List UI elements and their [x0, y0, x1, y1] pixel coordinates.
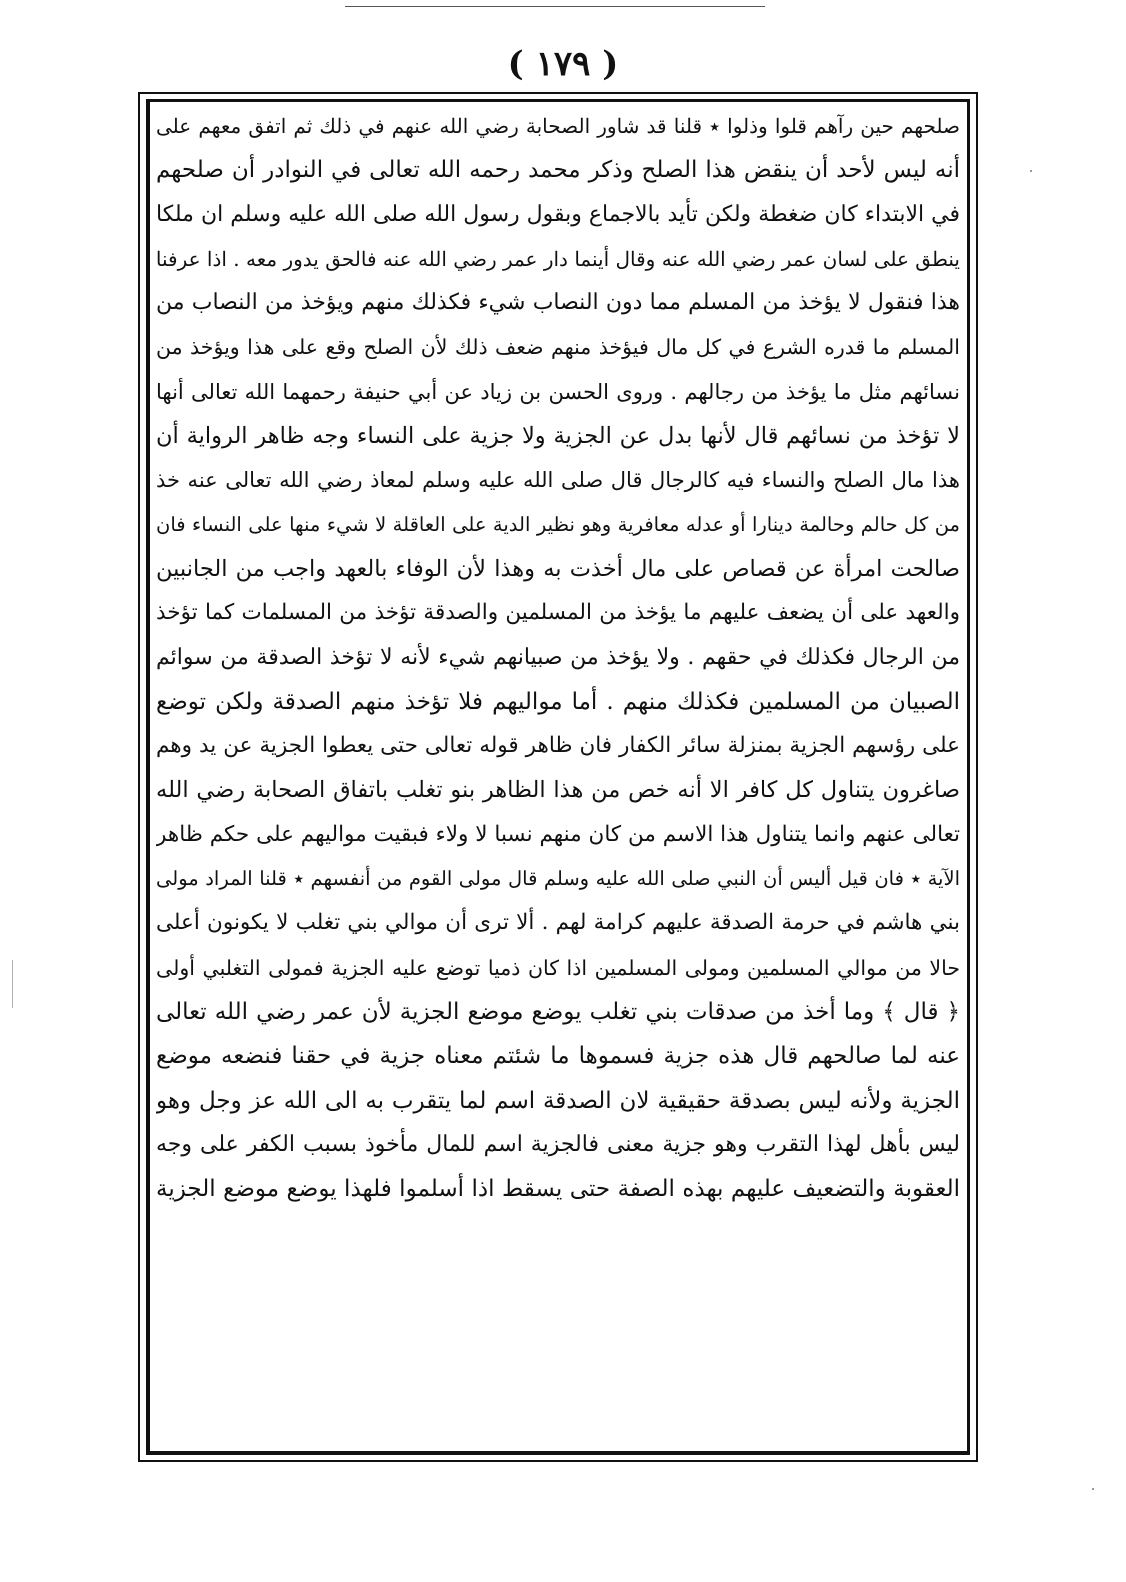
margin-mark	[12, 960, 13, 1008]
body-text	[156, 104, 960, 1444]
text-line: تعالى عنهم وانما يتناول هذا الاسم من كان منهم نسبا لا ولاء فبقيت مواليهم على حكم ظاهر	[156, 821, 960, 847]
text-line: حالا من موالي المسلمين ومولى المسلمين اذا كان ذميا توضع عليه الجزية فمولى التغلبي أولى	[156, 955, 960, 980]
text-line: المسلم ما قدره الشرع في كل مال فيؤخذ منهم ضعف ذلك لأن الصلح وقع على هذا ويؤخذ من	[156, 335, 960, 360]
text-line: على رؤسهم الجزية بمنزلة سائر الكفار فان ظاهر قوله تعالى حتى يعطوا الجزية عن يد وهم	[156, 733, 960, 759]
text-line: ينطق على لسان عمر رضي الله عنه وقال أينما دار عمر رضي الله عنه فالحق يدور معه . اذا عرفنا	[156, 246, 960, 271]
text-line: في الابتداء كان ضغطة ولكن تأيد بالاجماع وبقول رسول الله صلى الله عليه وسلم ان ملكا	[156, 201, 960, 227]
text-line: بني هاشم في حرمة الصدقة عليهم كرامة لهم . ألا ترى أن موالي بني تغلب لا يكونون أعلى	[156, 910, 960, 936]
text-line: هذا مال الصلح والنساء فيه كالرجال قال صلى الله عليه وسلم لمعاذ رضي الله تعالى عنه خذ	[156, 468, 960, 493]
top-rule	[345, 6, 765, 7]
page-number: ( ١٧٩ )	[507, 44, 619, 84]
text-line: من كل حالم وحالمة دينارا أو عدله معافرية وهو نظير الدية على العاقلة لا شيء منها على النساء فان	[156, 512, 960, 536]
text-line: صالحت امرأة عن قصاص على مال أخذت به وهذا لأن الوفاء بالعهد واجب من الجانبين	[156, 555, 960, 582]
text-line: الصبيان من المسلمين فكذلك منهم . أما مواليهم فلا تؤخذ منهم الصدقة ولكن توضع	[156, 688, 960, 715]
text-line: ﴿ قال ﴾ وما أخذ من صدقات بني تغلب يوضع موضع الجزية لأن عمر رضي الله تعالى	[156, 998, 960, 1025]
text-line: هذا فنقول لا يؤخذ من المسلم مما دون النصاب شيء فكذلك منهم ويؤخذ من النصاب من	[156, 290, 960, 316]
text-line: الجزية ولأنه ليس بصدقة حقيقية لان الصدقة اسم لما يتقرب به الى الله عز وجل وهو	[156, 1087, 960, 1114]
text-line: العقوبة والتضعيف عليهم بهذه الصفة حتى يسقط اذا أسلموا فلهذا يوضع موضع الجزية	[156, 1176, 960, 1203]
text-line: لا تؤخذ من نسائهم قال لأنها بدل عن الجزية ولا جزية على النساء وجه ظاهر الرواية أن	[156, 423, 960, 450]
text-line: نسائهم مثل ما يؤخذ من رجالهم . وروى الحسن بن زياد عن أبي حنيفة رحمهما الله تعالى أنها	[156, 379, 960, 404]
text-line: الآية ٭ فان قيل أليس أن النبي صلى الله عليه وسلم قال مولى القوم من أنفسهم ٭ قلنا المراد مولى	[156, 867, 960, 891]
margin-dot	[1092, 1488, 1094, 1490]
text-line: صلحهم حين رآهم قلوا وذلوا ٭ قلنا قد شاور الصحابة رضي الله عنهم في ذلك ثم اتفق معهم على	[156, 114, 960, 138]
text-line: صاغرون يتناول كل كافر الا أنه خص من هذا الظاهر بنو تغلب باتفاق الصحابة رضي الله	[156, 777, 960, 804]
text-line: أنه ليس لأحد أن ينقض هذا الصلح وذكر محمد رحمه الله تعالى في النوادر أن صلحهم	[156, 157, 960, 184]
text-line: عنه لما صالحهم قال هذه جزية فسموها ما شئتم معناه جزية في حقنا فنضعه موضع	[156, 1043, 960, 1070]
margin-dot	[1030, 170, 1032, 172]
text-line: ليس بأهل لهذا التقرب وهو جزية معنى فالجزية اسم للمال مأخوذ بسبب الكفر على وجه	[156, 1131, 960, 1157]
text-line: والعهد على أن يضعف عليهم ما يؤخذ من المسلمين والصدقة تؤخذ من المسلمات كما تؤخذ	[156, 600, 960, 626]
text-line: من الرجال فكذلك في حقهم . ولا يؤخذ من صبيانهم شيء لأنه لا تؤخذ الصدقة من سوائم	[156, 644, 960, 670]
